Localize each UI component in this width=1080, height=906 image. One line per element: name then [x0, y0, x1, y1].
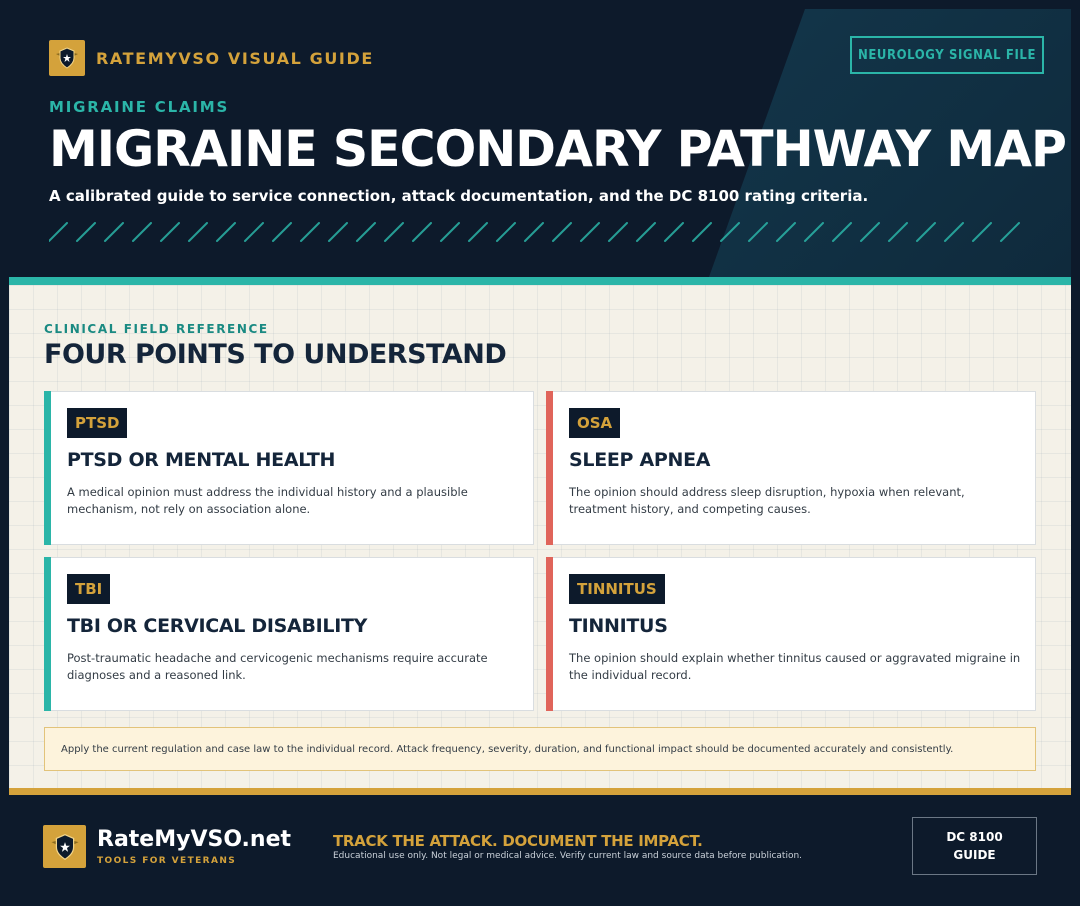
footer-site-link[interactable]: RateMyVSO.net	[97, 827, 292, 852]
footer-disclaimer: Educational use only. Not legal or medical advice. Verify current law and source data before publication.	[333, 851, 803, 861]
eagle-shield-icon	[49, 40, 85, 76]
card-tag: TINNITUS	[569, 574, 665, 604]
hatch-stroke	[833, 223, 851, 241]
hatch-stroke	[469, 223, 487, 241]
card-body: The opinion should address sleep disruption, hypoxia when relevant, treatment history, and competing causes.	[569, 485, 965, 516]
hatch-stroke	[581, 223, 599, 241]
section-eyebrow: CLINICAL FIELD REFERENCE	[44, 322, 269, 336]
hatch-stroke	[553, 223, 571, 241]
teal-divider	[9, 277, 1071, 285]
hatch-stroke	[637, 223, 655, 241]
section-title: FOUR POINTS TO UNDERSTAND	[44, 339, 507, 370]
page-frame	[9, 9, 1071, 897]
main-content	[9, 285, 1071, 788]
card-osa	[546, 391, 1036, 545]
page-title: MIGRAINE SECONDARY PATHWAY MAP	[49, 120, 1066, 178]
dc-8100-guide-badge	[912, 817, 1037, 875]
badge-line-1: DC 8100	[946, 830, 1003, 844]
card-title: PTSD OR MENTAL HEALTH	[67, 449, 336, 471]
hatch-stroke	[105, 223, 123, 241]
card-tag: TBI	[67, 574, 110, 604]
card-ptsd	[44, 391, 534, 545]
header	[9, 9, 1071, 277]
card-accent-bar	[546, 391, 553, 545]
hatch-stroke	[525, 223, 543, 241]
card-tinnitus	[546, 557, 1036, 711]
card-body: The opinion should explain whether tinnitus caused or aggravated migraine in the individual record.	[569, 651, 1021, 682]
gold-divider	[9, 788, 1071, 795]
page-subtitle: A calibrated guide to service connection, attack documentation, and the DC 8100 rating criteria.	[49, 187, 869, 205]
hatch-divider	[49, 221, 1031, 243]
footer-slogan: TRACK THE ATTACK. DOCUMENT THE IMPACT.	[333, 832, 703, 850]
hatch-stroke	[245, 223, 263, 241]
signal-file-badge: NEUROLOGY SIGNAL FILE	[850, 36, 1044, 74]
hatch-stroke	[861, 223, 879, 241]
hatch-stroke	[777, 223, 795, 241]
hatch-stroke	[441, 223, 459, 241]
hatch-stroke	[721, 223, 739, 241]
brand[interactable]	[49, 40, 374, 76]
footer	[9, 795, 1071, 897]
hatch-stroke	[273, 223, 291, 241]
hatch-stroke	[889, 223, 907, 241]
badge-line-2: GUIDE	[953, 848, 996, 862]
hatch-stroke	[973, 223, 991, 241]
hatch-stroke	[413, 223, 431, 241]
card-body: A medical opinion must address the individual history and a plausible mechanism, not rely on association alone.	[67, 485, 468, 516]
brand-name: RATEMYVSO VISUAL GUIDE	[96, 48, 374, 68]
hatch-stroke	[917, 223, 935, 241]
card-tag: OSA	[569, 408, 620, 438]
hatch-stroke	[385, 223, 403, 241]
hatch-stroke	[217, 223, 235, 241]
hatch-stroke	[301, 223, 319, 241]
card-accent-bar	[44, 391, 51, 545]
hatch-stroke	[329, 223, 347, 241]
header-eyebrow: MIGRAINE CLAIMS	[49, 98, 230, 116]
hatch-stroke	[133, 223, 151, 241]
hatch-stroke	[189, 223, 207, 241]
hatch-stroke	[945, 223, 963, 241]
card-title: TINNITUS	[569, 615, 668, 637]
hatch-stroke	[749, 223, 767, 241]
guidance-note: Apply the current regulation and case law to the individual record. Attack frequency, severity, duration, and functional impact should be documented accurately and consistently.	[44, 727, 1036, 771]
card-accent-bar	[44, 557, 51, 711]
eagle-shield-icon	[43, 825, 86, 868]
card-title: TBI OR CERVICAL DISABILITY	[67, 615, 368, 637]
hatch-stroke	[1001, 223, 1019, 241]
card-tbi	[44, 557, 534, 711]
hatch-stroke	[161, 223, 179, 241]
hatch-stroke	[805, 223, 823, 241]
card-accent-bar	[546, 557, 553, 711]
footer-tagline: TOOLS FOR VETERANS	[97, 856, 237, 866]
hatch-stroke	[497, 223, 515, 241]
card-tag: PTSD	[67, 408, 127, 438]
hatch-stroke	[609, 223, 627, 241]
hatch-stroke	[693, 223, 711, 241]
hatch-stroke	[77, 223, 95, 241]
card-body: Post-traumatic headache and cervicogenic mechanisms require accurate diagnoses and a reasoned link.	[67, 651, 488, 682]
hatch-stroke	[49, 223, 67, 241]
card-title: SLEEP APNEA	[569, 449, 711, 471]
hatch-stroke	[665, 223, 683, 241]
hatch-stroke	[357, 223, 375, 241]
